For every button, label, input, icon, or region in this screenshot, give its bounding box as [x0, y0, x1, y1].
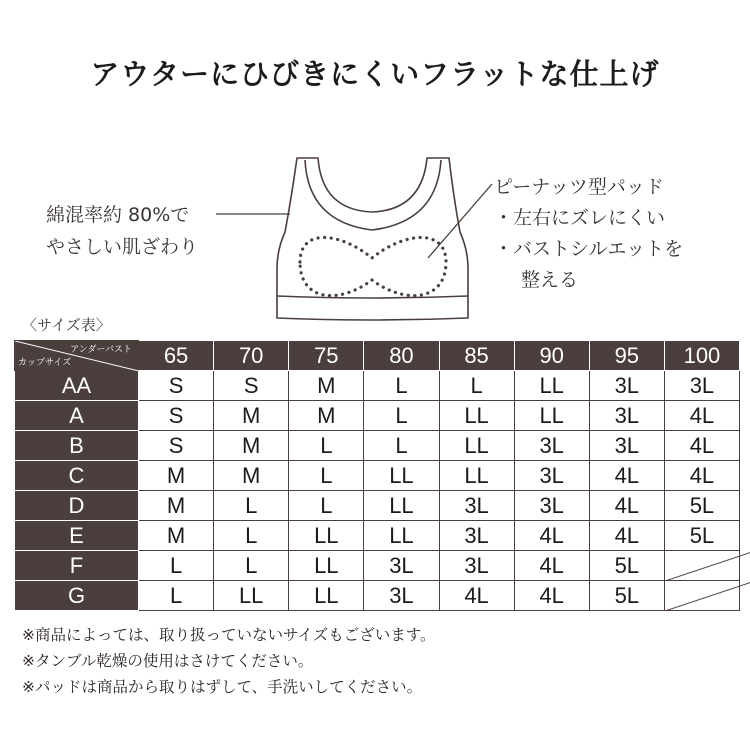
- cup-size-header: E: [15, 521, 139, 551]
- size-cell: 4L: [589, 461, 664, 491]
- size-table-row: [15, 551, 740, 581]
- cup-size-header: AA: [15, 371, 139, 401]
- size-cell: LL: [439, 431, 514, 461]
- under-bust-header: 100: [664, 341, 739, 371]
- size-cell: LL: [514, 371, 589, 401]
- size-cell: M: [289, 371, 364, 401]
- size-cell: 3L: [589, 431, 664, 461]
- size-cell: L: [139, 581, 214, 611]
- size-cell: 3L: [589, 371, 664, 401]
- size-cell: 3L: [364, 551, 439, 581]
- size-cell: 3L: [664, 371, 739, 401]
- size-cell: 4L: [589, 521, 664, 551]
- under-bust-header: 65: [139, 341, 214, 371]
- size-cell: LL: [364, 521, 439, 551]
- size-cell: 4L: [514, 581, 589, 611]
- size-cell: 4L: [664, 431, 739, 461]
- under-bust-header: 70: [214, 341, 289, 371]
- size-cell: S: [139, 431, 214, 461]
- size-table-corner: [15, 341, 139, 371]
- size-cell: 4L: [439, 581, 514, 611]
- size-cell: 3L: [439, 551, 514, 581]
- pad-point-1: ・左右にズレにくい: [494, 207, 666, 229]
- size-table-row: [15, 491, 740, 521]
- under-bust-label: アンダーバスト: [70, 344, 132, 354]
- size-cell: M: [139, 521, 214, 551]
- under-bust-header: 90: [514, 341, 589, 371]
- under-bust-header: 85: [439, 341, 514, 371]
- cup-size-label: カップサイズ: [18, 357, 72, 367]
- under-bust-header: 80: [364, 341, 439, 371]
- size-table-row: [15, 431, 740, 461]
- size-table-row: [15, 371, 740, 401]
- size-cell-unavailable: [664, 551, 739, 581]
- size-cell: 3L: [514, 491, 589, 521]
- size-cell: 4L: [664, 461, 739, 491]
- size-table-row: [15, 521, 740, 551]
- size-cell: 4L: [514, 521, 589, 551]
- size-cell: LL: [214, 581, 289, 611]
- size-cell: 5L: [589, 551, 664, 581]
- pad-title: ピーナッツ型パッド: [494, 176, 664, 198]
- size-cell: L: [214, 551, 289, 581]
- cup-size-header: D: [15, 491, 139, 521]
- size-cell: L: [214, 521, 289, 551]
- pad-annotation: [494, 172, 683, 296]
- size-cell: M: [214, 401, 289, 431]
- under-bust-header: 95: [589, 341, 664, 371]
- size-cell: LL: [439, 401, 514, 431]
- cup-size-header: A: [15, 401, 139, 431]
- pad-point-2: ・バストシルエットを: [494, 238, 684, 260]
- fabric-line-1: 綿混率約 80%で: [46, 204, 190, 226]
- size-cell: 3L: [514, 461, 589, 491]
- size-table-row: [15, 401, 740, 431]
- size-cell: 3L: [439, 491, 514, 521]
- size-cell: L: [439, 371, 514, 401]
- fabric-annotation: [46, 199, 198, 263]
- size-table: [14, 340, 740, 611]
- size-cell: 5L: [664, 491, 739, 521]
- size-cell: 4L: [589, 491, 664, 521]
- cup-size-header: B: [15, 431, 139, 461]
- size-cell: LL: [289, 581, 364, 611]
- size-cell: L: [364, 401, 439, 431]
- size-cell: LL: [364, 461, 439, 491]
- size-cell: 4L: [664, 401, 739, 431]
- care-notes: [22, 622, 436, 700]
- size-cell: S: [214, 371, 289, 401]
- size-cell: 5L: [664, 521, 739, 551]
- note-1: ※商品によっては、取り扱っていないサイズもございます。: [22, 626, 436, 644]
- size-table-row: [15, 581, 740, 611]
- size-cell: M: [139, 491, 214, 521]
- size-cell: L: [289, 461, 364, 491]
- size-cell-unavailable: [664, 581, 739, 611]
- size-cell: L: [364, 431, 439, 461]
- size-cell: 5L: [589, 581, 664, 611]
- size-table-caption: 〈サイズ表〉: [22, 316, 111, 334]
- size-cell: 3L: [364, 581, 439, 611]
- size-cell: 3L: [589, 401, 664, 431]
- note-2: ※タンブル乾燥の使用はさけてください。: [22, 652, 314, 670]
- size-cell: 3L: [439, 521, 514, 551]
- size-cell: M: [214, 431, 289, 461]
- cup-size-header: F: [15, 551, 139, 581]
- size-cell: L: [214, 491, 289, 521]
- size-cell: LL: [289, 521, 364, 551]
- cup-size-header: C: [15, 461, 139, 491]
- size-cell: LL: [289, 551, 364, 581]
- size-cell: M: [289, 401, 364, 431]
- size-cell: S: [139, 401, 214, 431]
- page-title: アウターにひびきにくいフラットな仕上げ: [90, 57, 660, 91]
- size-cell: LL: [514, 401, 589, 431]
- fabric-line-2: やさしい肌ざわり: [46, 236, 199, 258]
- size-cell: L: [364, 371, 439, 401]
- size-cell: L: [289, 491, 364, 521]
- size-cell: L: [289, 431, 364, 461]
- size-table-header-row: [15, 341, 740, 371]
- size-cell: M: [214, 461, 289, 491]
- size-cell: 4L: [514, 551, 589, 581]
- size-cell: S: [139, 371, 214, 401]
- note-3: ※パッドは商品から取りはずして、手洗いしてください。: [22, 678, 423, 696]
- under-bust-header: 75: [289, 341, 364, 371]
- size-cell: L: [139, 551, 214, 581]
- pad-point-2-cont: 整える: [521, 269, 579, 291]
- size-cell: 3L: [514, 431, 589, 461]
- size-cell: M: [139, 461, 214, 491]
- cup-size-header: G: [15, 581, 139, 611]
- size-cell: LL: [439, 461, 514, 491]
- size-table-row: [15, 461, 740, 491]
- size-cell: LL: [364, 491, 439, 521]
